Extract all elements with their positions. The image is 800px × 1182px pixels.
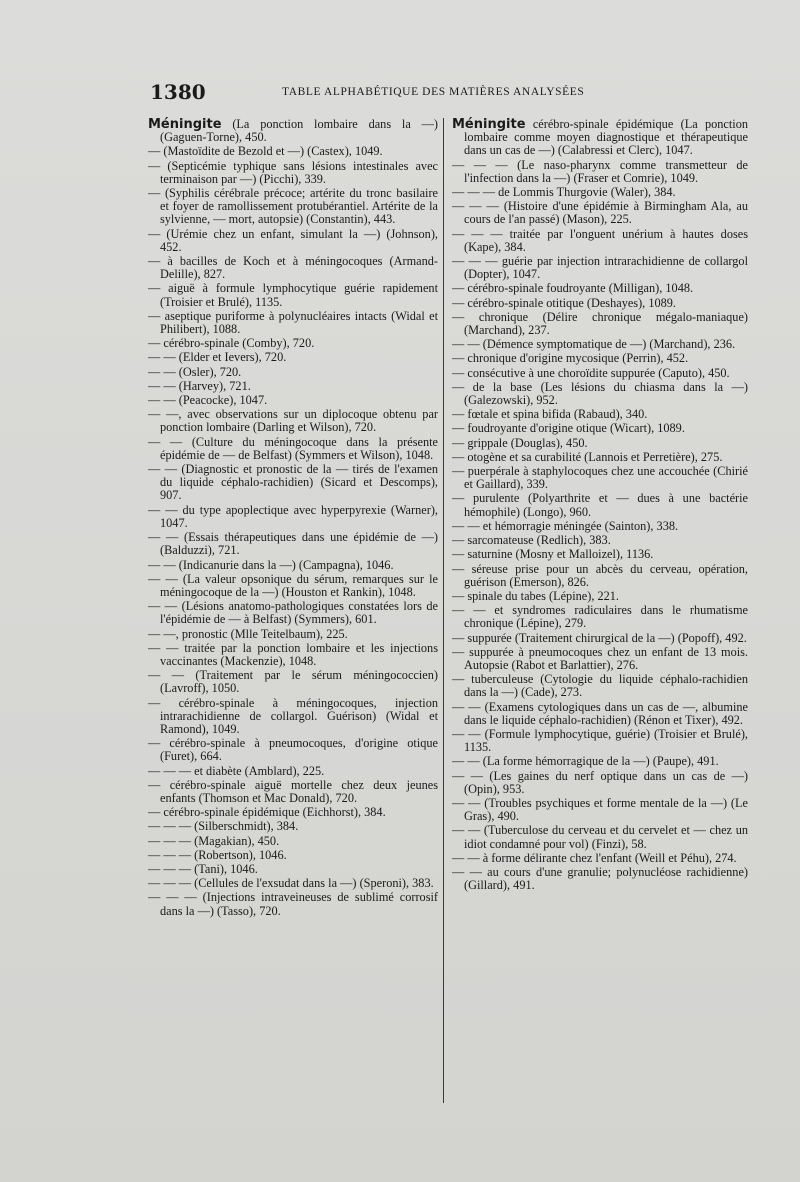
entry-text: — — et hémorragie méningée (Sainton), 338. bbox=[452, 518, 679, 533]
entry-text: — — (Lésions anatomo-pathologiques constatées lors de l'épidémie de — à Belfast) (Symmers), 601. bbox=[148, 599, 438, 627]
index-entry bbox=[148, 820, 438, 833]
entry-text: — — (Troubles psychiques et forme mentale de la —) (Le Gras), 490. bbox=[452, 795, 748, 824]
index-entry bbox=[148, 835, 438, 848]
entry-headword: Méningite bbox=[452, 117, 526, 132]
index-entry bbox=[148, 669, 438, 695]
index-entry bbox=[452, 159, 748, 185]
entry-text: — — (Osler), 720. bbox=[148, 364, 242, 379]
entry-text: — — (Diagnostic et pronostic de la — tirés de l'examen du liquide céphalo-rachidien) (Sicard et Descomps), 907. bbox=[148, 462, 438, 503]
entry-headword: Méningite bbox=[148, 117, 222, 132]
entry-text: — purulente (Polyarthrite et — dues à une bactérie hémophile) (Longo), 960. bbox=[452, 491, 748, 519]
entry-text: — —, avec observations sur un diplocoque obtenu par ponction lombaire (Darling et Wilson), 720. bbox=[148, 407, 438, 435]
index-entry bbox=[452, 451, 748, 464]
index-entry bbox=[452, 590, 748, 603]
entry-text: — — (Les gaines du nerf optique dans un cas de —) (Opin), 953. bbox=[452, 768, 748, 796]
index-entry bbox=[452, 282, 748, 295]
index-entry bbox=[452, 311, 748, 337]
index-entry bbox=[148, 737, 438, 763]
index-entry bbox=[148, 559, 438, 572]
entry-text: — — (Traitement par le sérum méningococcien) (Lavroff), 1050. bbox=[148, 668, 438, 696]
entry-text: — — (Formule lymphocytique, guérie) (Troisier et Brulé), 1135. bbox=[452, 726, 748, 755]
entry-text: — — (Essais thérapeutiques dans une épidémie de —) (Balduzzi), 721. bbox=[148, 530, 438, 558]
entry-text: (La ponction lombaire dans la —) (Gaguen-Torne), 450. bbox=[160, 117, 438, 145]
entry-text: — — (Indicanurie dans la —) (Campagna), 1046. bbox=[148, 557, 394, 572]
entry-text: — tuberculeuse (Cytologie du liquide céphalo-rachidien dans la —) (Cade), 273. bbox=[452, 672, 748, 700]
index-entry bbox=[452, 701, 748, 727]
entry-text: — aseptique puriforme à polynucléaires intacts (Widal et Philibert), 1088. bbox=[148, 308, 438, 337]
entry-text: — — du type apoplectique avec hyperpyrexie (Warner), 1047. bbox=[148, 502, 438, 530]
entry-text: — — — (Cellules de l'exsudat dans la —) (Speroni), 383. bbox=[148, 876, 434, 891]
index-entry bbox=[452, 408, 748, 421]
index-entry bbox=[148, 504, 438, 530]
index-entry bbox=[148, 877, 438, 890]
index-entry bbox=[452, 437, 748, 450]
entry-text: — sarcomateuse (Redlich), 383. bbox=[452, 533, 611, 548]
index-entry bbox=[148, 394, 438, 407]
index-entry bbox=[148, 118, 438, 144]
entry-text: — consécutive à une choroïdite suppurée (Caputo), 450. bbox=[452, 365, 730, 380]
index-entry bbox=[452, 534, 748, 547]
index-entry bbox=[148, 145, 438, 158]
entry-text: — (Urémie chez un enfant, simulant la —) (Johnson), 452. bbox=[148, 226, 438, 254]
entry-text: — — (Elder et Ievers), 720. bbox=[148, 350, 287, 365]
index-entry bbox=[148, 160, 438, 186]
entry-text: — — (La forme hémorragique de la —) (Paupe), 491. bbox=[452, 754, 719, 769]
entry-text: — cérébro-spinale aiguë mortelle chez deux jeunes enfants (Thomson et Mac Donald), 720. bbox=[148, 777, 438, 805]
page-number: 1380 bbox=[150, 80, 206, 104]
index-entry bbox=[148, 642, 438, 668]
index-entry bbox=[452, 200, 748, 226]
entry-text: — — — (Histoire d'une épidémie à Birmingham Ala, au cours de l'an passé) (Mason), 225. bbox=[452, 199, 748, 227]
entry-text: — — — (Silberschmidt), 384. bbox=[148, 819, 299, 834]
entry-text: — séreuse prise pour un abcès du cerveau, opération, guérison (Emerson), 826. bbox=[452, 561, 748, 589]
index-entry bbox=[148, 282, 438, 308]
index-entry bbox=[452, 352, 748, 365]
entry-text: — — — traitée par l'onguent unérium à hautes doses (Kape), 384. bbox=[452, 226, 748, 254]
entry-text: — cérébro-spinale épidémique (Eichhorst), 384. bbox=[148, 805, 386, 820]
index-entry bbox=[148, 351, 438, 364]
entry-text: — — (La valeur opsonique du sérum, remarques sur le méningocoque de la —) (Houston et Rankin), 1048. bbox=[148, 571, 438, 599]
entry-text: cérébro-spinale épidémique (La ponction lombaire comme moyen diagnostique et thérapeutique dans un cas de —) (Calabressi et Clerc), 1047. bbox=[464, 117, 748, 158]
index-entry bbox=[452, 646, 748, 672]
index-entry bbox=[452, 297, 748, 310]
index-entry bbox=[452, 797, 748, 823]
entry-text: — —, pronostic (Mlle Teitelbaum), 225. bbox=[148, 626, 348, 641]
index-entry bbox=[148, 531, 438, 557]
entry-text: — — — (Tani), 1046. bbox=[148, 861, 258, 876]
index-entry bbox=[148, 463, 438, 503]
column-divider bbox=[443, 118, 444, 1103]
index-entry bbox=[452, 563, 748, 589]
index-entry bbox=[452, 186, 748, 199]
entry-text: — spinale du tabes (Lépine), 221. bbox=[452, 588, 619, 603]
entry-text: — — (Peacocke), 1047. bbox=[148, 393, 268, 408]
entry-text: — cérébro-spinale foudroyante (Milligan), 1048. bbox=[452, 281, 694, 296]
entry-text: — — (Tuberculose du cerveau et du cervelet et — chez un idiot condamné pour vol) (Finzi), 58. bbox=[452, 823, 748, 851]
entry-text: — — au cours d'une granulie; polynucléose rachidienne) (Gillard), 491. bbox=[452, 864, 748, 893]
entry-text: — à bacilles de Koch et à méningocoques (Armand-Delille), 827. bbox=[148, 254, 438, 282]
index-entry bbox=[148, 779, 438, 805]
right-column bbox=[452, 118, 748, 893]
index-entry bbox=[452, 632, 748, 645]
entry-text: — — (Culture du méningocoque dans la présente épidémie de — de Belfast) (Symmers et Wilson), 1048. bbox=[148, 434, 438, 462]
index-entry bbox=[452, 381, 748, 407]
index-entry bbox=[452, 118, 748, 158]
index-entry bbox=[452, 422, 748, 435]
entry-text: — cérébro-spinale otitique (Deshayes), 1089. bbox=[452, 295, 677, 310]
index-entry bbox=[452, 492, 748, 518]
entry-text: — suppurée (Traitement chirurgical de la —) (Popoff), 492. bbox=[452, 630, 747, 645]
index-entry bbox=[452, 824, 748, 850]
index-entry bbox=[148, 573, 438, 599]
entry-text: — — (Harvey), 721. bbox=[148, 378, 251, 393]
entry-text: — otogène et sa curabilité (Lannois et Perretière), 275. bbox=[452, 449, 723, 464]
entry-text: — — — de Lommis Thurgovie (Waler), 384. bbox=[452, 185, 676, 200]
index-entry bbox=[452, 338, 748, 351]
left-column bbox=[148, 118, 438, 919]
entry-text: — — (Démence symptomatique de —) (Marchand), 236. bbox=[452, 337, 736, 352]
entry-text: — puerpérale à staphylocoques chez une accouchée (Chirié et Gaillard), 339. bbox=[452, 464, 748, 492]
index-entry bbox=[148, 628, 438, 641]
index-entry bbox=[148, 697, 438, 737]
index-entry bbox=[148, 849, 438, 862]
index-entry bbox=[452, 604, 748, 630]
index-entry bbox=[148, 600, 438, 626]
entry-text: — — — (Le naso-pharynx comme transmetteur de l'infection dans la —) (Fraser et Comrie), 1049. bbox=[452, 157, 748, 185]
index-entry bbox=[452, 520, 748, 533]
index-entry bbox=[452, 228, 748, 254]
entry-text: — — — et diabète (Amblard), 225. bbox=[148, 763, 325, 778]
entry-text: — — et syndromes radiculaires dans le rhumatisme chronique (Lépine), 279. bbox=[452, 603, 748, 631]
page-header bbox=[150, 80, 710, 110]
entry-text: — grippale (Douglas), 450. bbox=[452, 435, 588, 450]
entry-text: — (Septicémie typhique sans lésions intestinales avec terminaison par —) (Picchi), 339. bbox=[148, 158, 438, 186]
entry-text: — (Syphilis cérébrale précoce; artérite du tronc basilaire et foyer de ramollissement protubérantiel. Artérite de la sylvienne, — mort, autopsie) (Constantin), 443. bbox=[148, 186, 438, 227]
entry-text: — — — guérie par injection intrarachidienne de collargol (Dopter), 1047. bbox=[452, 254, 748, 282]
index-entry bbox=[452, 755, 748, 768]
index-entry bbox=[452, 770, 748, 796]
index-entry bbox=[148, 436, 438, 462]
entry-text: — fœtale et spina bifida (Rabaud), 340. bbox=[452, 407, 648, 422]
index-entry bbox=[452, 866, 748, 892]
index-entry bbox=[148, 366, 438, 379]
index-entry bbox=[148, 765, 438, 778]
index-entry bbox=[148, 806, 438, 819]
entry-text: — saturnine (Mosny et Malloizel), 1136. bbox=[452, 547, 654, 562]
entry-text: — — — (Magakian), 450. bbox=[148, 833, 280, 848]
entry-text: — cérébro-spinale à méningocoques, injection intrarachidienne de collargol. Guérison) (Widal et Ramond), 1049. bbox=[148, 695, 438, 736]
index-entry bbox=[148, 187, 438, 227]
index-entry bbox=[148, 408, 438, 434]
entry-text: — chronique (Délire chronique mégalo-maniaque) (Marchand), 237. bbox=[452, 309, 748, 338]
entry-text: — — à forme délirante chez l'enfant (Weill et Péhu), 274. bbox=[452, 850, 737, 865]
entry-text: — aiguë à formule lymphocytique guérie rapidement (Troisier et Brulé), 1135. bbox=[148, 281, 438, 309]
index-entry bbox=[452, 367, 748, 380]
entry-text: — cérébro-spinale à pneumocoques, d'origine otique (Furet), 664. bbox=[148, 736, 438, 764]
index-entry bbox=[452, 852, 748, 865]
index-entry bbox=[452, 255, 748, 281]
entry-text: — de la base (Les lésions du chiasma dans la —) (Galezowski), 952. bbox=[452, 379, 748, 408]
index-entry bbox=[148, 337, 438, 350]
entry-text: — (Mastoïdite de Bezold et —) (Castex), 1049. bbox=[148, 144, 383, 159]
index-entry bbox=[148, 891, 438, 917]
entry-text: — suppurée à pneumocoques chez un enfant de 13 mois. Autopsie (Rabot et Barlattier), 276. bbox=[452, 644, 748, 672]
entry-text: — chronique d'origine mycosique (Perrin), 452. bbox=[452, 351, 689, 366]
entry-text: — — — (Robertson), 1046. bbox=[148, 847, 287, 862]
index-entry bbox=[148, 863, 438, 876]
index-entry bbox=[452, 465, 748, 491]
entry-text: — — — (Injections intraveineuses de sublimé corrosif dans la —) (Tasso), 720. bbox=[148, 890, 438, 918]
running-title: TABLE ALPHABÉTIQUE DES MATIÈRES ANALYSÉES bbox=[282, 86, 585, 98]
entry-text: — — traitée par la ponction lombaire et les injections vaccinantes (Mackenzie), 1048. bbox=[148, 640, 438, 668]
index-entry bbox=[452, 548, 748, 561]
entry-text: — cérébro-spinale (Comby), 720. bbox=[148, 336, 315, 351]
index-entry bbox=[452, 728, 748, 754]
index-entry bbox=[148, 228, 438, 254]
index-entry bbox=[148, 255, 438, 281]
index-entry bbox=[148, 380, 438, 393]
entry-text: — foudroyante d'origine otique (Wicart), 1089. bbox=[452, 421, 685, 436]
entry-text: — — (Examens cytologiques dans un cas de —, albumine dans le liquide céphalo-rachidien) (Rénon et Tixer), 492. bbox=[452, 699, 748, 727]
index-entry bbox=[148, 310, 438, 336]
index-entry bbox=[452, 673, 748, 699]
